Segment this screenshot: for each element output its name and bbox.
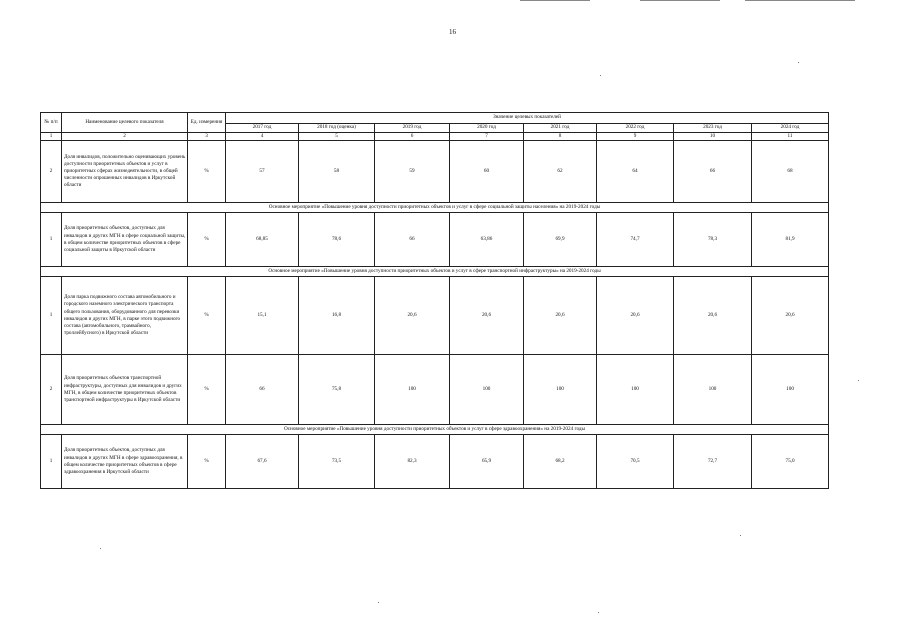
- indicator-name: Доля приоритетных объектов транспортной инфраструктуры, доступных для инвалидов и других МГН, в общем количестве приоритетных объектов транспортной инфраструктуры в Иркутской области: [62, 355, 188, 425]
- header-year: 2020 год: [450, 124, 524, 133]
- column-number: 7: [450, 133, 524, 141]
- indicator-name: Доля приоритетных объектов, доступных для инвалидов и других МГН в сфере здравоохранения, в общем количестве приоритетных объектов в сфере здравоохранения в Иркутской области: [62, 435, 188, 489]
- scan-speck: [798, 62, 799, 63]
- value-cell: 69,9: [524, 213, 597, 267]
- row-number: 1: [41, 435, 62, 489]
- column-number: 4: [226, 133, 299, 141]
- column-number: 10: [674, 133, 752, 141]
- column-number: 11: [752, 133, 829, 141]
- column-number: 9: [597, 133, 674, 141]
- value-cell: 20,6: [597, 277, 674, 355]
- value-cell: 100: [674, 355, 752, 425]
- unit-cell: %: [188, 355, 226, 425]
- scan-edge-line: [640, 0, 720, 1]
- value-cell: 100: [752, 355, 829, 425]
- row-number: 1: [41, 277, 62, 355]
- value-cell: 65,9: [450, 435, 524, 489]
- row-number: 1: [41, 213, 62, 267]
- section-heading-row: [41, 203, 829, 213]
- value-cell: 78,3: [674, 213, 752, 267]
- column-number: 5: [299, 133, 375, 141]
- value-cell: 68: [752, 141, 829, 203]
- indicator-row: [41, 213, 829, 267]
- scan-edge-line: [745, 0, 855, 1]
- scan-speck: [858, 380, 859, 381]
- row-number: 2: [41, 141, 62, 203]
- value-cell: 100: [450, 355, 524, 425]
- value-cell: 100: [597, 355, 674, 425]
- value-cell: 66: [226, 355, 299, 425]
- value-cell: 100: [524, 355, 597, 425]
- value-cell: 81,9: [752, 213, 829, 267]
- indicator-name: Доля парка подвижного состава автомобильного и городского наземного электрического транспорта общего пользования, оборудованного для перевозки инвалидов и других МГН, в парке этого подвижного состава (автомобильного, трамвайного, троллейбусного) в Иркутской области: [62, 277, 188, 355]
- header-indicator-name: Наименование целевого показателя: [62, 113, 188, 133]
- value-cell: 62: [524, 141, 597, 203]
- value-cell: 67,6: [226, 435, 299, 489]
- scan-speck: [600, 75, 601, 76]
- header-values-group: Значение целевых показателей: [226, 113, 829, 124]
- indicator-row: [41, 141, 829, 203]
- scan-speck: [740, 535, 741, 536]
- unit-cell: %: [188, 141, 226, 203]
- target-indicators-table: [40, 112, 829, 489]
- page-number: 16: [449, 28, 456, 36]
- indicator-name: Доля приоритетных объектов, доступных для инвалидов и других МГН в сфере социальной защиты, в общем количестве приоритетных объектов в сфере социальной защиты в Иркутской области: [62, 213, 188, 267]
- value-cell: 70,5: [597, 435, 674, 489]
- header-year: 2018 год (оценка): [299, 124, 375, 133]
- value-cell: 20,6: [524, 277, 597, 355]
- scan-speck: [378, 602, 379, 603]
- unit-cell: %: [188, 213, 226, 267]
- column-number: 3: [188, 133, 226, 141]
- value-cell: 20,6: [375, 277, 450, 355]
- scan-edge-line: [520, 0, 590, 1]
- value-cell: 100: [375, 355, 450, 425]
- row-number: 2: [41, 355, 62, 425]
- value-cell: 75,8: [299, 355, 375, 425]
- value-cell: 66: [375, 213, 450, 267]
- section-heading: Основное мероприятие «Повышение уровня доступности приоритетных объектов и услуг в сфере социальной защиты населения» на 2019-2024 годы: [41, 203, 829, 213]
- value-cell: 78,6: [299, 213, 375, 267]
- value-cell: 82,3: [375, 435, 450, 489]
- value-cell: 15,1: [226, 277, 299, 355]
- header-row: [41, 113, 829, 124]
- value-cell: 68,2: [524, 435, 597, 489]
- section-heading-row: [41, 267, 829, 277]
- value-cell: 64: [597, 141, 674, 203]
- value-cell: 57: [226, 141, 299, 203]
- column-number: 1: [41, 133, 62, 141]
- header-year: 2021 год: [524, 124, 597, 133]
- section-heading: Основное мероприятие «Повышение уровня доступности приоритетных объектов и услуг в сфере транспортной инфраструктуры» на 2019-2024 годы: [41, 267, 829, 277]
- section-heading: Основное мероприятие «Повышение уровня доступности приоритетных объектов и услуг в сфере здравоохранения» на 2019-2024 годы: [41, 425, 829, 435]
- value-cell: 72,7: [674, 435, 752, 489]
- value-cell: 58: [299, 141, 375, 203]
- header-year: 2024 год: [752, 124, 829, 133]
- indicator-row: [41, 277, 829, 355]
- header-year: 2022 год: [597, 124, 674, 133]
- indicator-row: [41, 355, 829, 425]
- value-cell: 73,5: [299, 435, 375, 489]
- value-cell: 20,6: [752, 277, 829, 355]
- column-number: 8: [524, 133, 597, 141]
- indicator-row: [41, 435, 829, 489]
- column-number-row: [41, 133, 829, 141]
- section-heading-row: [41, 425, 829, 435]
- value-cell: 16,8: [299, 277, 375, 355]
- indicator-name: Доля инвалидов, положительно оценивающих уровень доступности приоритетных объектов и услуг в приоритетных сферах жизнедеятельности, в общей численности опрошенных инвалидов в Иркутской области: [62, 141, 188, 203]
- header-number: № п/п: [41, 113, 62, 133]
- value-cell: 75,0: [752, 435, 829, 489]
- value-cell: 20,6: [674, 277, 752, 355]
- header-year: 2023 год: [674, 124, 752, 133]
- unit-cell: %: [188, 277, 226, 355]
- value-cell: 66: [674, 141, 752, 203]
- value-cell: 74,7: [597, 213, 674, 267]
- column-number: 2: [62, 133, 188, 141]
- header-year: 2017 год: [226, 124, 299, 133]
- value-cell: 63,86: [450, 213, 524, 267]
- header-year: 2019 год: [375, 124, 450, 133]
- header-unit: Ед. измерения: [188, 113, 226, 133]
- scan-speck: [598, 612, 599, 613]
- value-cell: 60: [450, 141, 524, 203]
- column-number: 6: [375, 133, 450, 141]
- value-cell: 68,85: [226, 213, 299, 267]
- value-cell: 20,6: [450, 277, 524, 355]
- unit-cell: %: [188, 435, 226, 489]
- value-cell: 59: [375, 141, 450, 203]
- scan-speck: [100, 548, 101, 549]
